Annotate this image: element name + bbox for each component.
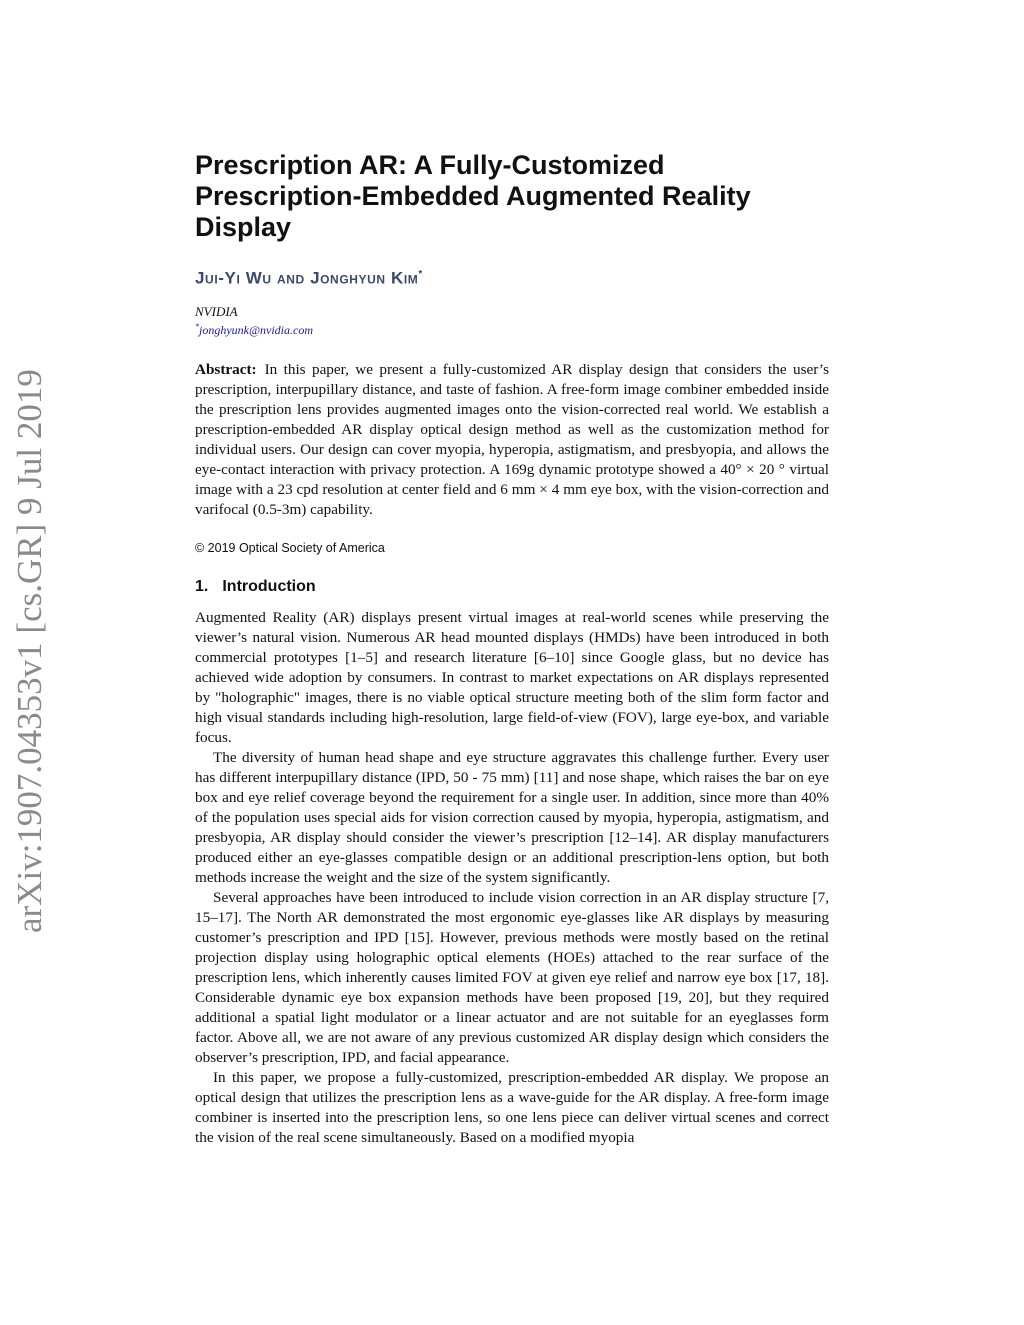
paper-title: Prescription AR: A Fully-Customized Prescription-Embedded Augmented Reality Display [195, 150, 751, 242]
paragraph: Augmented Reality (AR) displays present virtual images at real-world scenes while preserving the viewer’s natural vision. Numerous AR head mounted displays (HMDs) have been introduced in both commercial prototypes [1–5] and research literature [6–10] since Google glass, but no device has achieved wide adoption by consumers. In contrast to market expectations on AR displays represented by "holographic" images, there is no viable optical structure meeting both of the slim form factor and high visual standards including high-resolution, large field-of-view (FOV), large eye-box, and variable focus. [195, 608, 829, 746]
arxiv-stamp: arXiv:1907.04353v1 [cs.GR] 9 Jul 2019 [10, 369, 49, 933]
section-heading [195, 577, 829, 597]
abstract-text: In this paper, we present a fully-customized AR display design that considers the user’s prescription, interpupillary distance, and taste of fashion. A free-form image combiner embedded inside the prescription lens provides augmented images onto the vision-corrected real world. We establish a prescription-embedded AR display optical design method as well as the customization method for individual users. Our design can cover myopia, hyperopia, astigmatism, and presbyopia, and allows the eye-contact interaction with privacy protection. A 169g dynamic prototype showed a 40° × 20 ° virtual image with a 23 cpd resolution at center field and 6 mm × 4 mm eye box, with the vision-correction and varifocal (0.5-3m) capability. [195, 360, 829, 518]
section-number: 1. [195, 577, 209, 595]
author-marker: * [418, 269, 423, 280]
paragraph: Several approaches have been introduced to include vision correction in an AR display structure [7, 15–17]. The North AR demonstrated the most ergonomic eye-glasses like AR displays by measuring customer’s prescription and IPD [15]. However, previous methods were mostly based on the retinal projection display using holographic optical elements (HOEs) attached to the rear surface of the prescription lens, which inherently causes limited FOV at given eye relief and narrow eye box [17, 18]. Considerable dynamic eye box expansion methods have been proposed [19, 20], but they required additional a spatial light modulator or a linear actuator and are not suitable for an eyeglasses form factor. Above all, we are not aware of any previous customized AR display design which considers the observer’s prescription, IPD, and facial appearance. [195, 888, 829, 1066]
paper-page [195, 150, 829, 1148]
affiliation: NVIDIA [195, 303, 238, 319]
paragraph: In this paper, we propose a fully-customized, prescription-embedded AR display. We propose an optical design that utilizes the prescription lens as a wave-guide for the AR display. A free-form image combiner is inserted into the prescription lens, so one lens piece can deliver virtual scenes and correct the vision of the real scene simultaneously. Based on a modified myopia [195, 1068, 829, 1146]
abstract [195, 360, 829, 520]
email-line [195, 319, 829, 338]
email-link[interactable]: jonghyunk@nvidia.com [199, 322, 314, 337]
section-body [195, 608, 829, 1148]
copyright-notice: © 2019 Optical Society of America [195, 540, 385, 555]
paragraph: The diversity of human head shape and eye structure aggravates this challenge further. Every user has different interpupillary distance (IPD, 50 - 75 mm) [11] and nose shape, which raises the bar on eye box and eye relief coverage beyond the requirement for a single user. In addition, since more than 40% of the population uses special aids for vision correction caused by myopia, hyperopia, astigmatism, and presbyopia, AR display should consider the viewer’s prescription [12–14]. AR display manufacturers produced either an eye-glasses compatible design or an additional prescription-lens option, but both methods increase the weight and the size of the system significantly. [195, 748, 829, 886]
email-marker: * [195, 321, 199, 331]
authors [195, 265, 829, 289]
section-title: Introduction [222, 577, 316, 595]
abstract-label: Abstract: [195, 360, 257, 378]
author-names: Jui-Yi Wu and Jonghyun Kim [195, 268, 419, 288]
